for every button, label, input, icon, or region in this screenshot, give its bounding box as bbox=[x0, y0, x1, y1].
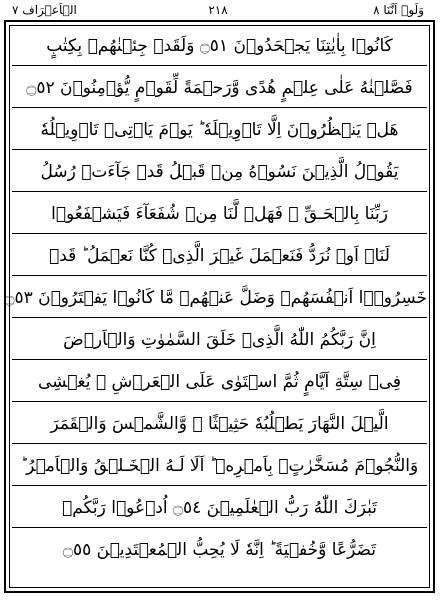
verse-line: كَانُوۡا بِاٰيٰتِنَا يَجۡحَدُوۡنَ ۝٥١ وَلَقَدۡ جِئۡنٰهُمۡ بِكِتٰبٍ bbox=[12, 28, 427, 66]
verse-line: لَنَاۤ اَوۡ نُرَدُّ فَنَعۡمَلَ غَيۡرَ الَّذِىۡ كُنَّا نَعۡمَلُ ؕ قَدۡ bbox=[12, 238, 427, 276]
verse-line: تَضَرُّعًا وَّخُفۡيَةً ؕ اِنَّهٗ لَا يُحِبُّ الۡمُعۡتَدِيۡنَ ۝٥٥ bbox=[63, 540, 376, 560]
margin-marker bbox=[437, 288, 444, 328]
page-header bbox=[12, 0, 424, 20]
verse-line: فَصَّلۡنٰهُ عَلٰى عِلۡمٍ هُدًى وَّرَحۡمَةً لِّقَوۡمٍ يُّؤۡمِنُوۡنَ ۝٥٢ bbox=[12, 70, 427, 108]
page-frame bbox=[4, 20, 435, 593]
header-juz-name: وَلَوۡ اَنَّنَا ٨ bbox=[373, 3, 424, 17]
verse-line: رَبِّنَا بِالۡحَـقِّ ۚ فَهَلۡ لَّنَا مِنۡ شُفَعَآءَ فَيَشۡفَعُوۡا bbox=[12, 196, 427, 234]
verse-line: خَسِرُوۡۤا اَنۡفُسَهُمۡ وَضَلَّ عَنۡهُمۡ مَّا كَانُوۡا يَفۡتَرُوۡنَ ۝٥٣ bbox=[12, 280, 427, 318]
verse-line: يَقُوۡلُ الَّذِيۡنَ نَسُوۡهُ مِنۡ قَبۡلُ قَدۡ جَآءَتۡ رُسُلُ bbox=[12, 154, 427, 192]
verse-line: هَلۡ يَنۡظُرُوۡنَ اِلَّا تَاۡوِيۡلَهٗ ؕ يَوۡمَ يَاۡتِىۡ تَاۡوِيۡلُهٗ bbox=[12, 112, 427, 150]
verse-line: اِنَّ رَبَّكُمُ اللّٰهُ الَّذِىۡ خَلَقَ السَّمٰوٰتِ وَالۡاَرۡضَ bbox=[12, 322, 427, 360]
header-surah-name: الۡاَعۡرَاف ٧ bbox=[12, 3, 77, 17]
verse-line: الَّيۡلَ النَّهَارَ يَطۡلُبُهٗ حَثِيۡثًا ۙ وَّالشَّمۡسَ وَالۡقَمَرَ bbox=[12, 406, 427, 444]
verse-line: تَبٰرَكَ اللّٰهُ رَبُّ الۡعٰلَمِيۡنَ ۝٥٤ اُدۡعُوۡا رَبَّكُمۡ bbox=[12, 490, 427, 528]
verse-line: فِىۡ سِتَّةِ اَيَّامٍ ثُمَّ اسۡتَوٰى عَلَى الۡعَرۡشِ ۚ يُغۡشِى bbox=[12, 364, 427, 402]
page-number: ٢١٨ bbox=[208, 3, 228, 17]
verse-line: وَالنُّجُوۡمَ مُسَخَّرٰتٍۭ بِاَمۡرِهٖ ؕ اَلَا لَـهُ الۡخَـلۡقُ وَالۡاَمۡرُ ؕ bbox=[12, 448, 427, 486]
